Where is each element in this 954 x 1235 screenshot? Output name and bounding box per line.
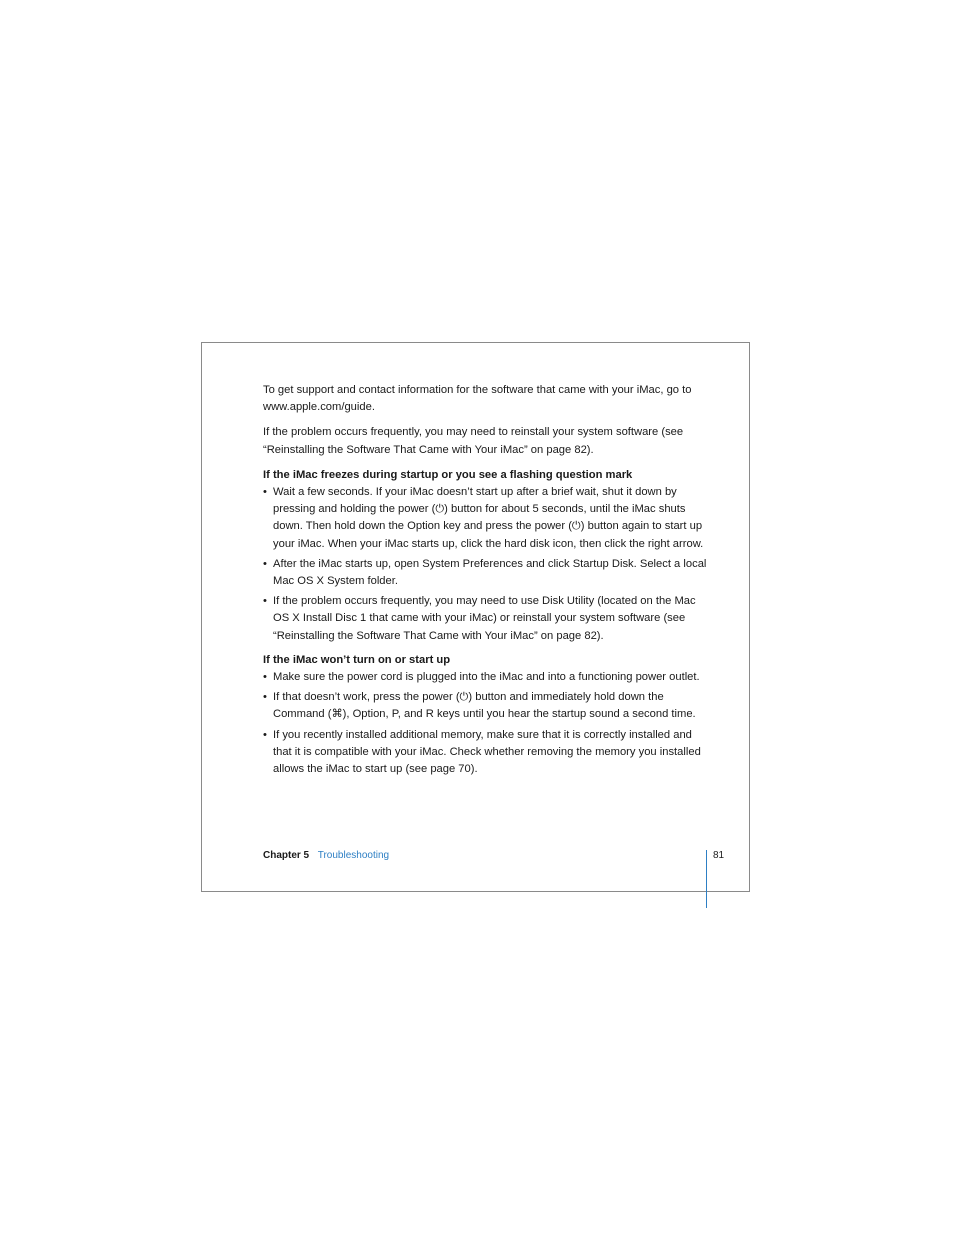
bullet-list-wont-start [263, 669, 708, 778]
bullet-icon: • [263, 557, 267, 570]
list-item: • Make sure the power cord is plugged into the iMac and into a functioning power outlet. [263, 669, 708, 686]
bullet-icon: • [263, 728, 267, 741]
section-heading-freeze: If the iMac freezes during startup or you see a flashing question mark [263, 468, 633, 481]
intro-paragraph-1: To get support and contact information for the software that came with your iMac, go to www.apple.com/guide. [263, 384, 692, 414]
list-item: • If you recently installed additional memory, make sure that it is correctly installed and that it is compatible with your iMac. Check whether removing the memory you installed allows the iMac to start up (see page 70). [263, 728, 701, 776]
page-number: 81 [713, 850, 725, 861]
list-item: • If the problem occurs frequently, you may need to use Disk Utility (located on the Mac OS X Install Disc 1 that came with your iMac) or reinstall your system software (see “Reinstalling the Software That Came with Your iMac” on page 82). [263, 595, 696, 642]
footer-divider [706, 850, 707, 908]
chapter-title-link[interactable]: Troubleshooting [317, 850, 390, 861]
chapter-label: Chapter 5 [263, 850, 310, 861]
bullet-icon: • [263, 691, 267, 704]
bullet-list-freeze [263, 484, 708, 645]
bullet-icon: • [263, 486, 267, 499]
list-item: • After the iMac starts up, open System Preferences and click Startup Disk. Select a local Mac OS X System folder. [263, 557, 707, 588]
bullet-icon: • [263, 595, 267, 608]
section-heading-wont-start: If the iMac won’t turn on or start up [263, 653, 451, 666]
intro-paragraph-2: If the problem occurs frequently, you may need to reinstall your system software (see “Reinstalling the Software That Came with Your iMac” on page 82). [263, 426, 684, 456]
bullet-icon: • [263, 671, 267, 684]
list-item: • Wait a few seconds. If your iMac doesn’t start up after a brief wait, shut it down by pressing and holding the power (⏻) button for about 5 seconds, until the iMac shuts down. Then hold down the Option key and press the power (⏻) button again to start up your iMac. When your iMac starts up, click the hard disk icon, then click the right arrow. [263, 486, 704, 550]
page-content [263, 382, 708, 785]
page-footer [263, 849, 389, 863]
list-item: • If that doesn’t work, press the power (⏻) button and immediately hold down the Command (⌘), Option, P, and R keys until you hear the startup sound a second time. [263, 691, 696, 721]
